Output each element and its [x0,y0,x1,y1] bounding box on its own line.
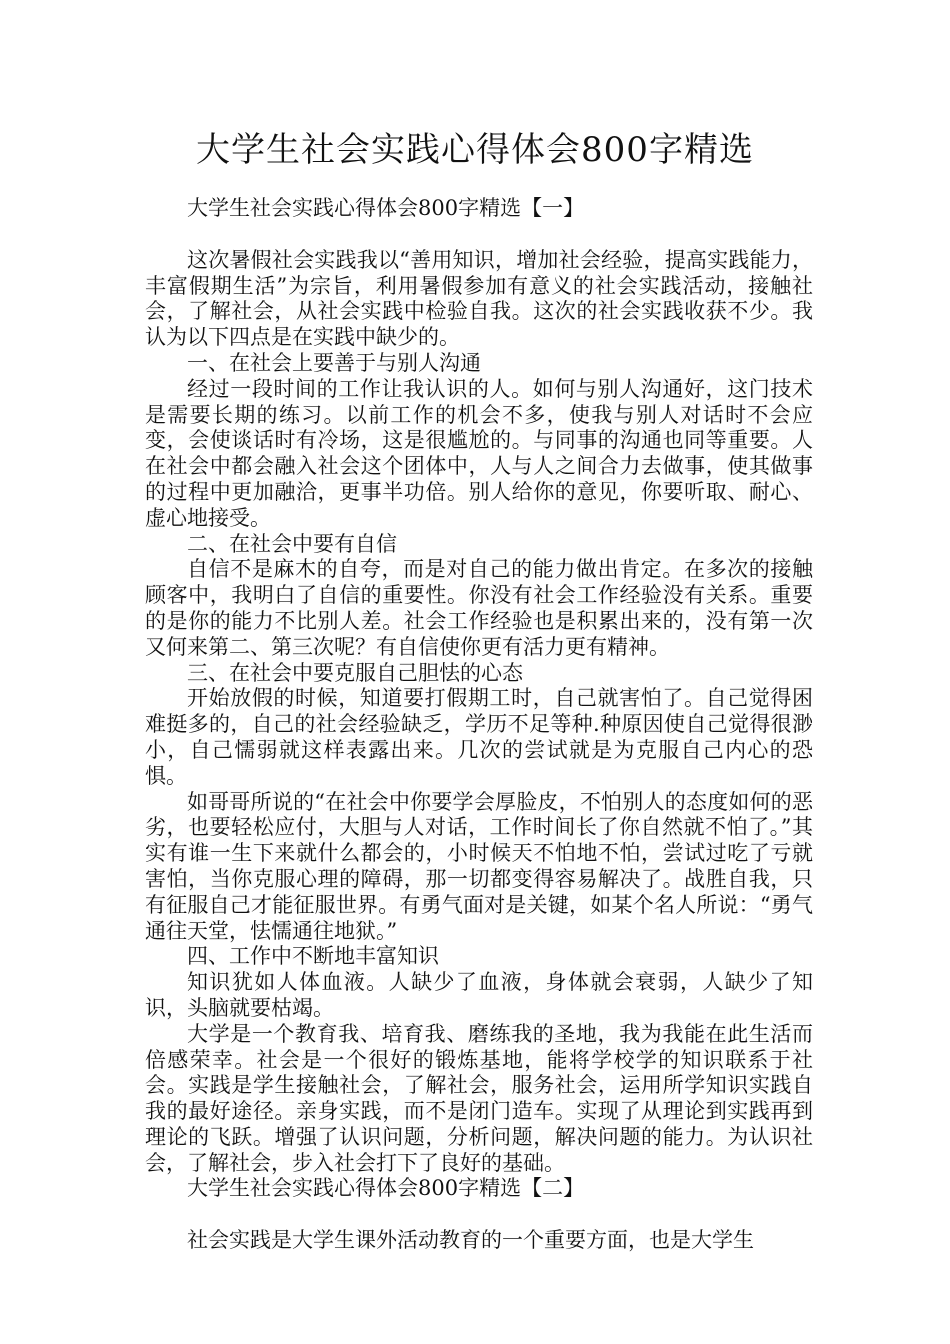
document-title: 大学生社会实践心得体会800字精选 [196,130,754,170]
paragraph-point-3a: 开始放假的时候，知道要打假期工时，自己就害怕了。自己觉得困难挺多的，自己的社会经验缺乏，学历不足等种.种原因使自己觉得很渺小，自己懦弱就这样表露出来。几次的尝试就是为克服自己内心的恐惧。 [145,686,813,788]
point-heading-4: 四、工作中不断地丰富知识 [187,944,439,969]
document-body [145,196,813,1254]
paragraph-point-2: 自信不是麻木的自夸，而是对自己的能力做出肯定。在多次的接触顾客中，我明白了自信的重要性。你没有社会工作经验没有关系。重要的是你的能力不比别人差。社会工作经验也是积累出来的，没有第一次又何来第二、第三次呢？有自信使你更有活力更有精神。 [145,557,813,659]
paragraph-point-4b: 大学是一个教育我、培育我、磨练我的圣地，我为我能在此生活而倍感荣幸。社会是一个很好的锻炼基地，能将学校学的知识联系于社会。实践是学生接触社会，了解社会，服务社会，运用所学知识实践自我的最好途径。亲身实践，而不是闭门造车。实现了从理论到实践再到理论的飞跃。增强了认识问题，分析问题，解决问题的能力。为认识社会，了解社会，步入社会打下了良好的基础。 [145,1021,813,1175]
paragraph-point-3b: 如哥哥所说的“在社会中你要学会厚脸皮，不怕别人的态度如何的恶劣，也要轻松应付，大胆与人对话，工作时间长了你自然就不怕了。”其实有谁一生下来就什么都会的，小时候天不怕地不怕，尝试过吃了亏就害怕，当你克服心理的障碍，那一切都变得容易解决了。战胜自我，只有征服自己才能征服世界。有勇气面对是关键，如某个名人所说：“勇气通往天堂，怯懦通往地狱。” [145,789,813,943]
section-heading-1: 大学生社会实践心得体会800字精选【一】 [187,196,585,220]
point-heading-1: 一、在社会上要善于与别人沟通 [187,350,481,375]
point-heading-2: 二、在社会中要有自信 [187,531,397,556]
paragraph-section-2: 社会实践是大学生课外活动教育的一个重要方面，也是大学生 [187,1228,754,1253]
paragraph-intro: 这次暑假社会实践我以“善用知识，增加社会经验，提高实践能力，丰富假期生活”为宗旨，利用暑假参加有意义的社会实践活动，接触社会，了解社会，从社会实践中检验自我。这次的社会实践收获不少。我认为以下四点是在实践中缺少的。 [145,247,813,350]
paragraph-point-1: 经过一段时间的工作让我认识的人。如何与别人沟通好，这门技术是需要长期的练习。以前工作的机会不多，使我与别人对话时不会应变，会使谈话时有冷场，这是很尴尬的。与同事的沟通也同等重要。人在社会中都会融入社会这个团体中，人与人之间合力去做事，使其做事的过程中更加融洽，更事半功倍。别人给你的意见，你要听取、耐心、虚心地接受。 [145,376,813,530]
point-heading-3: 三、在社会中要克服自己胆怯的心态 [187,660,523,685]
section-heading-2: 大学生社会实践心得体会800字精选【二】 [187,1176,585,1201]
paragraph-point-4a: 知识犹如人体血液。人缺少了血液，身体就会衰弱，人缺少了知识，头脑就要枯竭。 [145,970,813,1020]
